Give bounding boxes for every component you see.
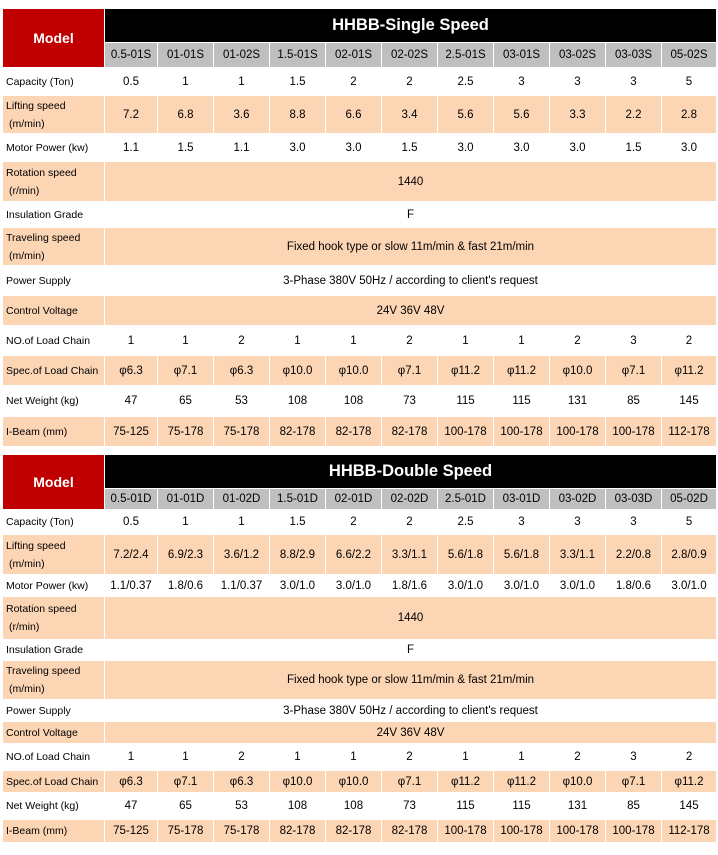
value-cell: 2 xyxy=(382,744,438,771)
value-cell: 3 xyxy=(550,510,606,535)
value-cell: 1.1/0.37 xyxy=(105,575,158,597)
value-cell: 1 xyxy=(438,744,494,771)
model-code: 01-01D xyxy=(158,489,214,510)
row-label xyxy=(3,356,105,386)
model-code: 03-01D xyxy=(494,489,550,510)
model-code: 02-02D xyxy=(382,489,438,510)
value-cell: 82-178 xyxy=(382,820,438,843)
row-label-text: Spec.of Load Chain xyxy=(6,775,99,788)
row-control xyxy=(3,722,717,744)
value-cell: 82-178 xyxy=(270,417,326,447)
row-traveling xyxy=(3,661,717,700)
row-label-text: (m/min) xyxy=(9,117,45,130)
row-label xyxy=(3,386,105,417)
value-cell: 1 xyxy=(494,744,550,771)
value-cell: 1.1 xyxy=(214,134,270,162)
row-label-text: I-Beam (mm) xyxy=(6,425,68,438)
table-title: HHBB-Single Speed xyxy=(105,9,717,43)
model-code: 2.5-01S xyxy=(438,43,494,68)
model-code: 0.5-01D xyxy=(105,489,158,510)
value-cell: 108 xyxy=(270,793,326,820)
value-cell: 1.5 xyxy=(270,68,326,96)
value-cell: 85 xyxy=(606,793,662,820)
row-label-text: I-Beam (mm) xyxy=(6,825,68,837)
value-cell: 1 xyxy=(270,326,326,356)
value-cell: 1.1 xyxy=(105,134,158,162)
value-cell: 3 xyxy=(550,68,606,96)
value-cell: 2 xyxy=(326,68,382,96)
value-cell: 3.0/1.0 xyxy=(494,575,550,597)
value-cell: 2 xyxy=(662,744,717,771)
row-control xyxy=(3,296,717,326)
row-rotation xyxy=(3,162,717,202)
row-label-text: NO.of Load Chain xyxy=(6,334,91,347)
value-cell: 2 xyxy=(382,326,438,356)
value-cell: 3.0 xyxy=(270,134,326,162)
value-cell: 3.0/1.0 xyxy=(438,575,494,597)
value-cell: φ7.1 xyxy=(606,356,662,386)
row-label xyxy=(3,722,105,744)
row-traveling xyxy=(3,228,717,266)
value-cell: 1 xyxy=(270,744,326,771)
value-cell: 1.1/0.37 xyxy=(214,575,270,597)
value-cell: 108 xyxy=(326,386,382,417)
row-label xyxy=(3,162,105,202)
power-value: 3-Phase 380V 50Hz / according to client's request xyxy=(105,266,717,296)
row-label xyxy=(3,661,105,700)
row-label xyxy=(3,820,105,843)
value-cell: 1 xyxy=(214,510,270,535)
value-cell: 5.6/1.8 xyxy=(438,535,494,575)
value-cell: 3.0 xyxy=(550,134,606,162)
row-label-text: Net Weight (kg) xyxy=(6,800,79,812)
value-cell: 1.8/0.6 xyxy=(606,575,662,597)
value-cell: 145 xyxy=(662,793,717,820)
value-cell: 1.5 xyxy=(270,510,326,535)
value-cell: 3 xyxy=(606,744,662,771)
value-cell: 3 xyxy=(606,326,662,356)
value-cell: 100-178 xyxy=(494,820,550,843)
row-label-text: NO.of Load Chain xyxy=(6,751,91,763)
model-code: 02-01S xyxy=(326,43,382,68)
row-label-text: Lifting speed xyxy=(6,99,66,112)
row-weight xyxy=(3,793,717,820)
row-label-text: (r/min) xyxy=(9,621,40,633)
value-cell: φ6.3 xyxy=(214,356,270,386)
value-cell: 1 xyxy=(326,326,382,356)
value-cell: φ6.3 xyxy=(214,771,270,793)
model-code: 05-02D xyxy=(662,489,717,510)
value-cell: 65 xyxy=(158,793,214,820)
row-label xyxy=(3,266,105,296)
row-label-text: (r/min) xyxy=(9,184,40,197)
value-cell: φ7.1 xyxy=(158,771,214,793)
row-label xyxy=(3,228,105,266)
value-cell: 47 xyxy=(105,386,158,417)
row-spec-chain xyxy=(3,771,717,793)
row-label-text: Motor Power (kw) xyxy=(6,141,89,154)
value-cell: 3.0 xyxy=(494,134,550,162)
row-label-text: Power Supply xyxy=(6,704,71,717)
row-label xyxy=(3,744,105,771)
row-label-text: (m/min) xyxy=(9,683,45,695)
value-cell: 82-178 xyxy=(326,820,382,843)
value-cell: φ10.0 xyxy=(326,356,382,386)
row-lifting xyxy=(3,96,717,134)
model-code: 01-02D xyxy=(214,489,270,510)
value-cell: 6.6 xyxy=(326,96,382,134)
value-cell: 75-178 xyxy=(158,417,214,447)
value-cell: 1 xyxy=(158,68,214,96)
model-code: 2.5-01D xyxy=(438,489,494,510)
row-label-text: (m/min) xyxy=(9,249,45,262)
value-cell: 1 xyxy=(158,744,214,771)
value-cell: φ10.0 xyxy=(326,771,382,793)
model-code: 1.5-01S xyxy=(270,43,326,68)
row-label-text: Insulation Grade xyxy=(6,208,84,221)
value-cell: 115 xyxy=(438,793,494,820)
value-cell: 108 xyxy=(326,793,382,820)
model-code-row xyxy=(3,43,717,68)
value-cell: 82-178 xyxy=(270,820,326,843)
value-cell: 5 xyxy=(662,510,717,535)
row-label xyxy=(3,326,105,356)
row-label-text: Traveling speed xyxy=(6,231,81,244)
value-cell: 131 xyxy=(550,793,606,820)
row-label xyxy=(3,700,105,722)
value-cell: 6.8 xyxy=(158,96,214,134)
value-cell: 2.8/0.9 xyxy=(662,535,717,575)
model-code: 03-03S xyxy=(606,43,662,68)
value-cell: 100-178 xyxy=(550,820,606,843)
value-cell: 7.2/2.4 xyxy=(105,535,158,575)
row-power xyxy=(3,700,717,722)
value-cell: 2 xyxy=(382,510,438,535)
value-cell: 73 xyxy=(382,793,438,820)
rotation-value: 1440 xyxy=(105,162,717,202)
row-label xyxy=(3,296,105,326)
control-value: 24V 36V 48V xyxy=(105,722,717,744)
value-cell: φ11.2 xyxy=(438,356,494,386)
model-code: 03-02S xyxy=(550,43,606,68)
row-label xyxy=(3,575,105,597)
value-cell: 100-178 xyxy=(550,417,606,447)
model-header: Model xyxy=(3,455,105,510)
value-cell: 1 xyxy=(105,744,158,771)
value-cell: 2 xyxy=(326,510,382,535)
value-cell: 1.8/0.6 xyxy=(158,575,214,597)
value-cell: φ11.2 xyxy=(494,771,550,793)
value-cell: 3.4 xyxy=(382,96,438,134)
row-label-text: Capacity (Ton) xyxy=(6,75,74,88)
value-cell: 3.0/1.0 xyxy=(270,575,326,597)
value-cell: 3.0/1.0 xyxy=(662,575,717,597)
row-label-text: Rotation speed xyxy=(6,166,77,179)
value-cell: 0.5 xyxy=(105,68,158,96)
row-label-text: Control Voltage xyxy=(6,726,78,739)
value-cell: 3.0/1.0 xyxy=(550,575,606,597)
model-header: Model xyxy=(3,9,105,68)
row-capacity xyxy=(3,68,717,96)
model-code: 05-02S xyxy=(662,43,717,68)
value-cell: 115 xyxy=(494,386,550,417)
traveling-value: Fixed hook type or slow 11m/min & fast 21m/min xyxy=(105,661,717,700)
value-cell: φ10.0 xyxy=(270,356,326,386)
value-cell: 2 xyxy=(550,326,606,356)
value-cell: φ10.0 xyxy=(550,356,606,386)
value-cell: φ6.3 xyxy=(105,356,158,386)
value-cell: 82-178 xyxy=(382,417,438,447)
value-cell: 8.8 xyxy=(270,96,326,134)
row-label xyxy=(3,202,105,228)
value-cell: 1 xyxy=(158,326,214,356)
row-label-text: Control Voltage xyxy=(6,304,78,317)
value-cell: φ11.2 xyxy=(662,771,717,793)
value-cell: 3 xyxy=(606,68,662,96)
spec-table xyxy=(2,454,717,843)
value-cell: 1.5 xyxy=(382,134,438,162)
value-cell: φ7.1 xyxy=(158,356,214,386)
value-cell: 75-178 xyxy=(158,820,214,843)
row-power xyxy=(3,266,717,296)
value-cell: φ10.0 xyxy=(550,771,606,793)
model-code: 02-02S xyxy=(382,43,438,68)
value-cell: 100-178 xyxy=(438,417,494,447)
value-cell: 145 xyxy=(662,386,717,417)
value-cell: 3.0/1.0 xyxy=(326,575,382,597)
value-cell: 1.5 xyxy=(606,134,662,162)
insulation-value: F xyxy=(105,640,717,661)
value-cell: 3 xyxy=(494,510,550,535)
value-cell: 75-178 xyxy=(214,820,270,843)
row-weight xyxy=(3,386,717,417)
row-insulation xyxy=(3,640,717,661)
value-cell: 2 xyxy=(382,68,438,96)
row-motor xyxy=(3,575,717,597)
row-ibeam xyxy=(3,417,717,447)
value-cell: 2 xyxy=(214,744,270,771)
row-label xyxy=(3,793,105,820)
model-code: 02-01D xyxy=(326,489,382,510)
row-label-text: Lifting speed xyxy=(6,539,66,552)
row-label-text: Spec.of Load Chain xyxy=(6,364,99,377)
value-cell: 131 xyxy=(550,386,606,417)
row-label-text: Insulation Grade xyxy=(6,644,84,656)
row-motor xyxy=(3,134,717,162)
value-cell: 1 xyxy=(326,744,382,771)
model-code: 1.5-01D xyxy=(270,489,326,510)
value-cell: 1 xyxy=(214,68,270,96)
model-code: 03-01S xyxy=(494,43,550,68)
value-cell: 2 xyxy=(214,326,270,356)
model-code: 0.5-01S xyxy=(105,43,158,68)
value-cell: 100-178 xyxy=(494,417,550,447)
value-cell: 3 xyxy=(494,68,550,96)
value-cell: 1 xyxy=(438,326,494,356)
value-cell: 1.8/1.6 xyxy=(382,575,438,597)
value-cell: 47 xyxy=(105,793,158,820)
row-label-text: Traveling speed xyxy=(6,665,81,677)
title-row xyxy=(3,9,717,43)
value-cell: φ10.0 xyxy=(270,771,326,793)
row-label-text: Motor Power (kw) xyxy=(6,579,89,592)
value-cell: 8.8/2.9 xyxy=(270,535,326,575)
model-code: 03-02D xyxy=(550,489,606,510)
value-cell: 0.5 xyxy=(105,510,158,535)
row-label-text: Net Weight (kg) xyxy=(6,395,79,407)
value-cell: 2.5 xyxy=(438,510,494,535)
value-cell: 2.2 xyxy=(606,96,662,134)
row-label xyxy=(3,771,105,793)
row-label-text: Capacity (Ton) xyxy=(6,516,74,528)
rotation-value: 1440 xyxy=(105,597,717,640)
row-label xyxy=(3,68,105,96)
power-value: 3-Phase 380V 50Hz / according to client's request xyxy=(105,700,717,722)
value-cell: 53 xyxy=(214,386,270,417)
value-cell: 75-125 xyxy=(105,417,158,447)
traveling-value: Fixed hook type or slow 11m/min & fast 21m/min xyxy=(105,228,717,266)
value-cell: 1 xyxy=(494,326,550,356)
spec-table xyxy=(2,8,717,447)
row-label xyxy=(3,134,105,162)
row-insulation xyxy=(3,202,717,228)
row-spec-chain xyxy=(3,356,717,386)
value-cell: φ11.2 xyxy=(662,356,717,386)
value-cell: 3.6/1.2 xyxy=(214,535,270,575)
value-cell: 75-178 xyxy=(214,417,270,447)
value-cell: 5.6 xyxy=(494,96,550,134)
value-cell: φ7.1 xyxy=(606,771,662,793)
value-cell: 100-178 xyxy=(438,820,494,843)
value-cell: φ7.1 xyxy=(382,356,438,386)
row-ibeam xyxy=(3,820,717,843)
row-label xyxy=(3,597,105,640)
value-cell: 3.3 xyxy=(550,96,606,134)
value-cell: 2.8 xyxy=(662,96,717,134)
value-cell: 3.3/1.1 xyxy=(382,535,438,575)
table-title: HHBB-Double Speed xyxy=(105,455,717,489)
value-cell: 3.3/1.1 xyxy=(550,535,606,575)
value-cell: φ7.1 xyxy=(382,771,438,793)
row-load-chain xyxy=(3,744,717,771)
value-cell: 6.9/2.3 xyxy=(158,535,214,575)
value-cell: 108 xyxy=(270,386,326,417)
control-value: 24V 36V 48V xyxy=(105,296,717,326)
row-label xyxy=(3,96,105,134)
value-cell: 75-125 xyxy=(105,820,158,843)
model-code: 01-01S xyxy=(158,43,214,68)
value-cell: 3.0 xyxy=(662,134,717,162)
row-capacity xyxy=(3,510,717,535)
row-label xyxy=(3,417,105,447)
title-row xyxy=(3,455,717,489)
value-cell: 5 xyxy=(662,68,717,96)
value-cell: 82-178 xyxy=(326,417,382,447)
row-label xyxy=(3,510,105,535)
value-cell: 112-178 xyxy=(662,417,717,447)
value-cell: 112-178 xyxy=(662,820,717,843)
row-label-text: (m/min) xyxy=(9,557,45,570)
value-cell: 3 xyxy=(606,510,662,535)
value-cell: 85 xyxy=(606,386,662,417)
row-label xyxy=(3,535,105,575)
row-rotation xyxy=(3,597,717,640)
value-cell: 1 xyxy=(105,326,158,356)
value-cell: φ11.2 xyxy=(494,356,550,386)
value-cell: 1.5 xyxy=(158,134,214,162)
value-cell: 5.6 xyxy=(438,96,494,134)
value-cell: 6.6/2.2 xyxy=(326,535,382,575)
model-code: 03-03D xyxy=(606,489,662,510)
row-label-text: Power Supply xyxy=(6,274,71,287)
row-lifting xyxy=(3,535,717,575)
value-cell: 100-178 xyxy=(606,820,662,843)
value-cell: 1 xyxy=(158,510,214,535)
value-cell: 115 xyxy=(494,793,550,820)
value-cell: 100-178 xyxy=(606,417,662,447)
value-cell: 3.0 xyxy=(326,134,382,162)
value-cell: 2.5 xyxy=(438,68,494,96)
value-cell: 5.6/1.8 xyxy=(494,535,550,575)
value-cell: 3.0 xyxy=(438,134,494,162)
value-cell: 73 xyxy=(382,386,438,417)
model-code: 01-02S xyxy=(214,43,270,68)
value-cell: φ11.2 xyxy=(438,771,494,793)
value-cell: 2.2/0.8 xyxy=(606,535,662,575)
value-cell: 3.6 xyxy=(214,96,270,134)
value-cell: 53 xyxy=(214,793,270,820)
value-cell: 65 xyxy=(158,386,214,417)
value-cell: φ6.3 xyxy=(105,771,158,793)
value-cell: 2 xyxy=(550,744,606,771)
value-cell: 2 xyxy=(662,326,717,356)
value-cell: 7.2 xyxy=(105,96,158,134)
model-code-row xyxy=(3,489,717,510)
row-load-chain xyxy=(3,326,717,356)
row-label xyxy=(3,640,105,661)
value-cell: 115 xyxy=(438,386,494,417)
row-label-text: Rotation speed xyxy=(6,603,77,615)
insulation-value: F xyxy=(105,202,717,228)
